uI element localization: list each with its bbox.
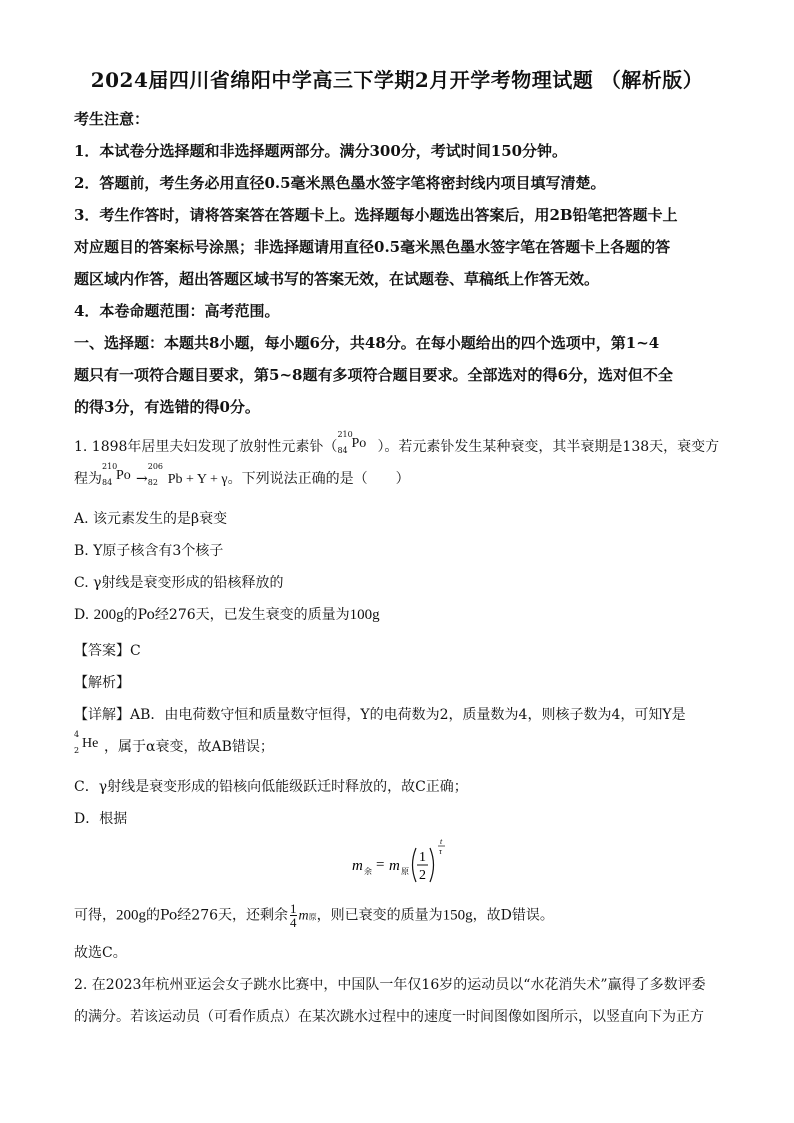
- svg-text:余: 余: [364, 867, 372, 876]
- q1-stem-text: 。下列说法正确的是（ ）: [227, 471, 410, 487]
- mass-value: 200g: [93, 607, 124, 623]
- notice-item: 4．本卷命题范围：高考范围。: [74, 302, 280, 320]
- section-instructions: 题只有一项符合题目要求，第5~8题有多项符合题目要求。全部选对的得6分，选对但不全: [74, 366, 673, 384]
- page-title: 2024届四川省绵阳中学高三下学期2月开学考物理试题 （解析版）: [90, 68, 704, 92]
- q2-line1: 2. 在2023年杭州亚运会女子跳水比赛中，中国队一年仅16岁的运动员以“水花消失术”赢得了多数评委: [74, 977, 706, 993]
- detail-label: 【详解】: [74, 707, 130, 723]
- answer-value: C: [130, 643, 141, 659]
- option-c: C. γ射线是衰变形成的铅核释放的: [74, 575, 284, 591]
- mass-value: 100g: [349, 607, 380, 623]
- mass-value: 200g: [116, 907, 146, 924]
- svg-text:t: t: [440, 837, 443, 846]
- fraction-quarter: $\frac{1}{4}$: [290, 901, 297, 930]
- option-d: D. 200g的Po经276天，已发生衰变的质量为100g: [74, 607, 380, 623]
- svg-text:2: 2: [419, 868, 426, 883]
- detail-line2: 4 2 He ，属于α衰变，故AB错误；: [74, 736, 274, 758]
- q1-stem-line1: [74, 430, 720, 458]
- svg-text:m: m: [352, 858, 363, 874]
- notice-heading: 考生注意：: [74, 110, 150, 128]
- svg-text:1: 1: [419, 850, 426, 865]
- svg-text:原: 原: [401, 867, 409, 876]
- svg-text:τ: τ: [439, 847, 442, 856]
- po-nuclide: 210 84 Po: [102, 462, 131, 487]
- notice-item: 对应题目的答案标号涂黑；非选择题请用直径0.5毫米黑色墨水签字笔在答题卡上各题的答: [74, 238, 671, 256]
- q2-line2: 的满分。若该运动员（可看作质点）在某次跳水过程中的速度一时间图像如图所示，以竖直向下为正方: [74, 1009, 704, 1025]
- detail-line1: 【详解】AB．由电荷数守恒和质量数守恒得，Y的电荷数为2，质量数为4，则核子数为4，可知Y是: [74, 707, 686, 723]
- q1-stem-text: 1. 1898年居里夫妇发现了放射性元素钋（: [74, 439, 338, 455]
- option-a: A. 该元素发生的是β衰变: [74, 511, 228, 527]
- pb-nuclide: 206 82: [147, 462, 164, 487]
- option-b: B. Y原子核含有3个核子: [74, 543, 224, 559]
- result-line: 可得，200g的Po经276天，还剩余 $\frac{1}{4}$ m原，则已衰变的质量为150g，故D错误。: [74, 901, 554, 930]
- notice-item: 3．考生作答时，请将答案答在答题卡上。选择题每小题选出答案后，用2B铅笔把答题卡上: [74, 206, 678, 224]
- answer-label: 【答案】: [74, 643, 130, 659]
- notice-item: 2．答题前，考生务必用直径0.5毫米黑色墨水签字笔将密封线内项目填写清楚。: [74, 174, 606, 192]
- analysis-label: 【解析】: [74, 675, 130, 691]
- po-nuclide: 210 84 Po: [337, 430, 367, 455]
- arrow-symbol: →: [136, 471, 148, 487]
- section-instructions: 的得3分，有选错的得0分。: [74, 398, 260, 416]
- detail-c: C．γ射线是衰变形成的铅核向低能级跃迁时释放的，故C正确；: [74, 779, 468, 795]
- detail-d: D．根据: [74, 811, 128, 827]
- notice-item: 1．本试卷分选择题和非选择题两部分。满分300分，考试时间150分钟。: [74, 142, 568, 160]
- q1-stem-line2: [74, 462, 410, 490]
- section-instructions: 一、选择题：本题共8小题，每小题6分，共48分。在每小题给出的四个选项中，第1~4: [74, 334, 660, 352]
- notice-item: 题区域内作答，超出答题区域书写的答案无效，在试题卷、草稿纸上作答无效。: [74, 270, 600, 288]
- he-nuclide: 4 2 He: [74, 730, 99, 755]
- svg-text:m: m: [389, 858, 400, 874]
- mass-value: 150g: [442, 907, 473, 924]
- q1-stem-text: ）。若元素钋发生某种衰变，其半衰期是138天，衰变方: [377, 439, 720, 455]
- decay-formula: [352, 834, 472, 890]
- q1-stem-text: 程为: [74, 471, 102, 487]
- conclusion: 故选C。: [74, 945, 127, 961]
- equation-rest: Pb + Y + γ: [167, 472, 228, 487]
- answer-line: [74, 640, 141, 660]
- svg-text:=: =: [376, 857, 385, 873]
